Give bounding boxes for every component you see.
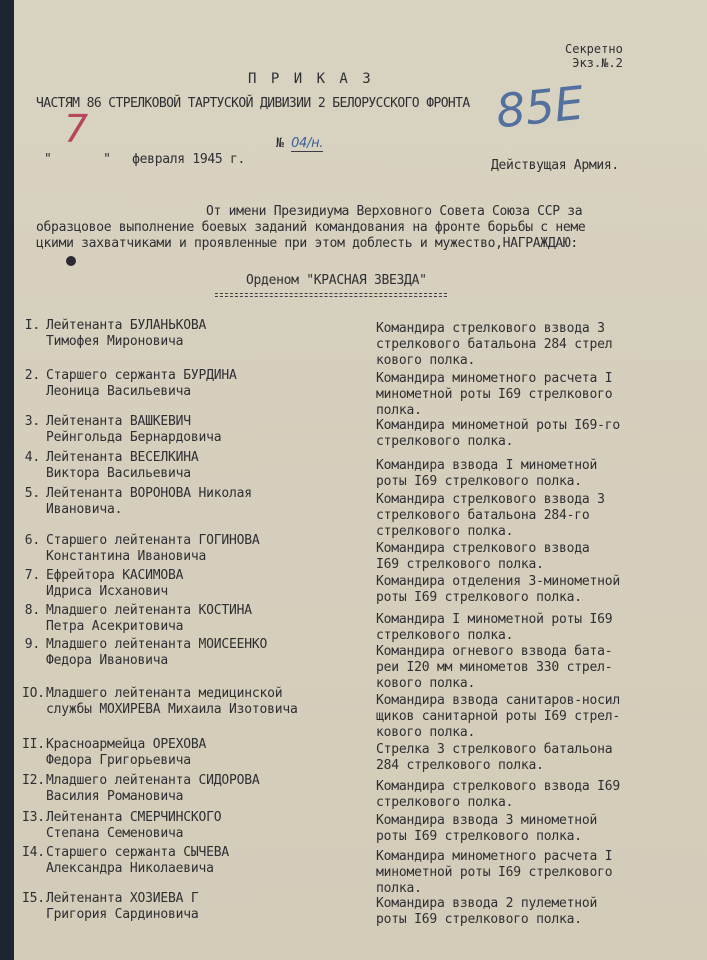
- awardee-number: I.: [24, 318, 40, 333]
- awardee-rank-surname: Старшего лейтенанта ГОГИНОВА: [46, 533, 260, 548]
- awardee-name: [22, 637, 267, 669]
- awardee-name: [22, 368, 237, 400]
- awardee-rank-surname: Лейтенанта ВОРОНОВА Николая: [46, 486, 252, 501]
- awardee-rank-surname: Лейтенанта ХОЗИЕВА Г: [46, 891, 199, 906]
- awardee-given-names: Ивановича.: [46, 502, 123, 517]
- awardee-name: [22, 773, 260, 805]
- date-quote-close: ": [103, 152, 111, 167]
- active-army: Действущая Армия.: [491, 158, 619, 173]
- awardee-number: I5.: [22, 891, 45, 906]
- awardee-given-names: Петра Асекритовича: [46, 619, 184, 634]
- copy-number: Экз.№.2: [572, 56, 623, 70]
- awardee-position: Командира взвода 3 минометной роты I69 стрелкового полка.: [376, 813, 598, 844]
- awardee-position: Стрелка 3 стрелкового батальона 284 стрелкового полка.: [376, 742, 613, 773]
- awardee-number: 5.: [24, 486, 40, 501]
- awardee-name: [22, 414, 221, 446]
- secrecy-mark: [565, 42, 623, 70]
- awardee-number: 9.: [24, 637, 40, 652]
- awardee-given-names: Григория Сардиновича: [46, 907, 199, 922]
- intro-line-2: образцовое выполнение боевых заданий командования на фронте борьбы с неме: [36, 220, 586, 235]
- awardee-number: IO.: [22, 686, 45, 701]
- awardee-given-names: Тимофея Мироновича: [46, 334, 184, 349]
- ink-blot: [66, 256, 76, 266]
- awardee-name: [22, 845, 229, 877]
- awardee-number: II.: [22, 737, 45, 752]
- awardee-position: Командира стрелкового взвода 3 стрелкового батальона 284-го стрелкового полка.: [376, 492, 605, 539]
- awardee-position: Командира взвода I минометной роты I69 стрелкового полка.: [376, 458, 598, 489]
- awardee-number: 3.: [24, 414, 40, 429]
- awardee-number: 2.: [24, 368, 40, 383]
- awardee-rank-surname: Младшего лейтенанта медицинской: [46, 686, 283, 701]
- secret-label: Секретно: [565, 42, 623, 56]
- awardee-given-names: Василия Романовича: [46, 789, 184, 804]
- order-title: П Р И К А З: [248, 71, 374, 87]
- awardee-number: I4.: [22, 845, 45, 860]
- awardee-name: [22, 737, 206, 769]
- number-prefix: №: [276, 136, 284, 151]
- awardee-given-names: Леоница Васильевича: [46, 384, 191, 399]
- awardee-given-names: Степана Семеновича: [46, 826, 184, 841]
- date-quote-open: ": [44, 152, 52, 167]
- awardee-given-names: Идриса Исханович: [46, 584, 169, 599]
- awardee-rank-surname: Красноармейца ОРЕХОВА: [46, 737, 207, 752]
- awardee-position: Командира минометного расчета I минометной роты I69 стрелкового полка.: [376, 371, 613, 418]
- awardee-given-names: Константина Ивановича: [46, 549, 207, 564]
- awardee-name: [22, 450, 199, 482]
- awardee-rank-surname: Младшего лейтенанта СИДОРОВА: [46, 773, 260, 788]
- awardee-number: 7.: [24, 568, 40, 583]
- awardee-position: Командира стрелкового взвода I69 стрелкового полка.: [376, 779, 621, 810]
- awardee-rank-surname: Лейтенанта ВЕСЕЛКИНА: [46, 450, 199, 465]
- awardee-name: [22, 533, 260, 565]
- awardee-name: [22, 810, 221, 842]
- awardee-position: Командира огневого взвода бата- реи I20 мм минометов 330 стрел- кового полка.: [376, 644, 613, 691]
- awardee-position: Командира взвода санитаров-носил щиков санитарной роты I69 стрел- кового полка.: [376, 693, 621, 740]
- awardee-given-names: Федора Григорьевича: [46, 753, 191, 768]
- award-underline-2: [215, 296, 447, 297]
- awardee-rank-surname: Младшего лейтенанта МОИСЕЕНКО: [46, 637, 268, 652]
- awardee-given-names: Федора Ивановича: [46, 653, 169, 668]
- awardee-name: [22, 686, 298, 718]
- date-month-year: февраля 1945 г.: [132, 152, 246, 167]
- awardee-position: Командира стрелкового взвода 3 стрелкового батальона 284 стрел кового полка.: [376, 321, 613, 368]
- awardee-number: 4.: [24, 450, 40, 465]
- awardee-rank-surname: Старшего сержанта СЫЧЕВА: [46, 845, 230, 860]
- awardee-rank-surname: Лейтенанта СМЕРЧИНСКОГО: [46, 810, 222, 825]
- order-subtitle: ЧАСТЯМ 86 СТРЕЛКОВОЙ ТАРТУСКОЙ ДИВИЗИИ 2 БЕЛОРУССКОГО ФРОНТА: [36, 96, 470, 111]
- award-underline: [215, 293, 447, 294]
- intro-line-3: цкими захватчиками и проявленные при этом доблесть и мужество,НАГРАЖДАЮ:: [36, 236, 578, 251]
- awardee-rank-surname: Младшего лейтенанта КОСТИНА: [46, 603, 252, 618]
- awardee-name: [22, 568, 183, 600]
- handwritten-stamp-number: 85Е: [493, 75, 587, 139]
- awardee-rank-surname: Старшего сержанта БУРДИНА: [46, 368, 237, 383]
- awardee-rank-surname: Ефрейтора КАСИМОВА: [46, 568, 184, 583]
- award-name: Орденом "КРАСНАЯ ЗВЕЗДА": [246, 273, 427, 288]
- awardee-given-names: Рейнгольда Бернардовича: [46, 430, 222, 445]
- handwritten-number: 04/н.: [291, 136, 324, 151]
- awardee-given-names: Александра Николаевича: [46, 861, 214, 876]
- awardee-rank-surname: Лейтенанта БУЛАНЬКОВА: [46, 318, 207, 333]
- awardee-name: [22, 891, 199, 923]
- awardee-given-names: службы МОХИРЕВА Михаила Изотовича: [46, 702, 298, 717]
- order-number: [276, 136, 323, 151]
- awardee-given-names: Виктора Васильевича: [46, 466, 191, 481]
- awardee-rank-surname: Лейтенанта ВАШКЕВИЧ: [46, 414, 191, 429]
- awardee-number: 6.: [24, 533, 40, 548]
- scan-dark-edge: [0, 0, 14, 960]
- awardee-position: Командира отделения 3-минометной роты I69 стрелкового полка.: [376, 574, 621, 605]
- handwritten-day: 7: [64, 107, 88, 151]
- awardee-name: [22, 603, 252, 635]
- awardee-position: Командира минометного расчета I минометной роты I69 стрелкового полка.: [376, 849, 613, 896]
- awardee-position: Командира стрелкового взвода I69 стрелкового полка.: [376, 541, 590, 572]
- intro-line-1: От имени Президиума Верховного Совета Союза ССР за: [206, 204, 583, 219]
- awardee-number: 8.: [24, 603, 40, 618]
- awardee-number: I2.: [22, 773, 45, 788]
- awardee-name: [22, 318, 206, 350]
- awardee-position: Командира I минометной роты I69 стрелкового полка.: [376, 612, 613, 643]
- awardee-name: [22, 486, 252, 518]
- awardee-position: Командира взвода 2 пулеметной роты I69 стрелкового полка.: [376, 896, 598, 927]
- awardee-number: I3.: [22, 810, 45, 825]
- awardee-position: Командира минометной роты I69-го стрелкового полка.: [376, 418, 621, 449]
- order-date: [44, 107, 246, 167]
